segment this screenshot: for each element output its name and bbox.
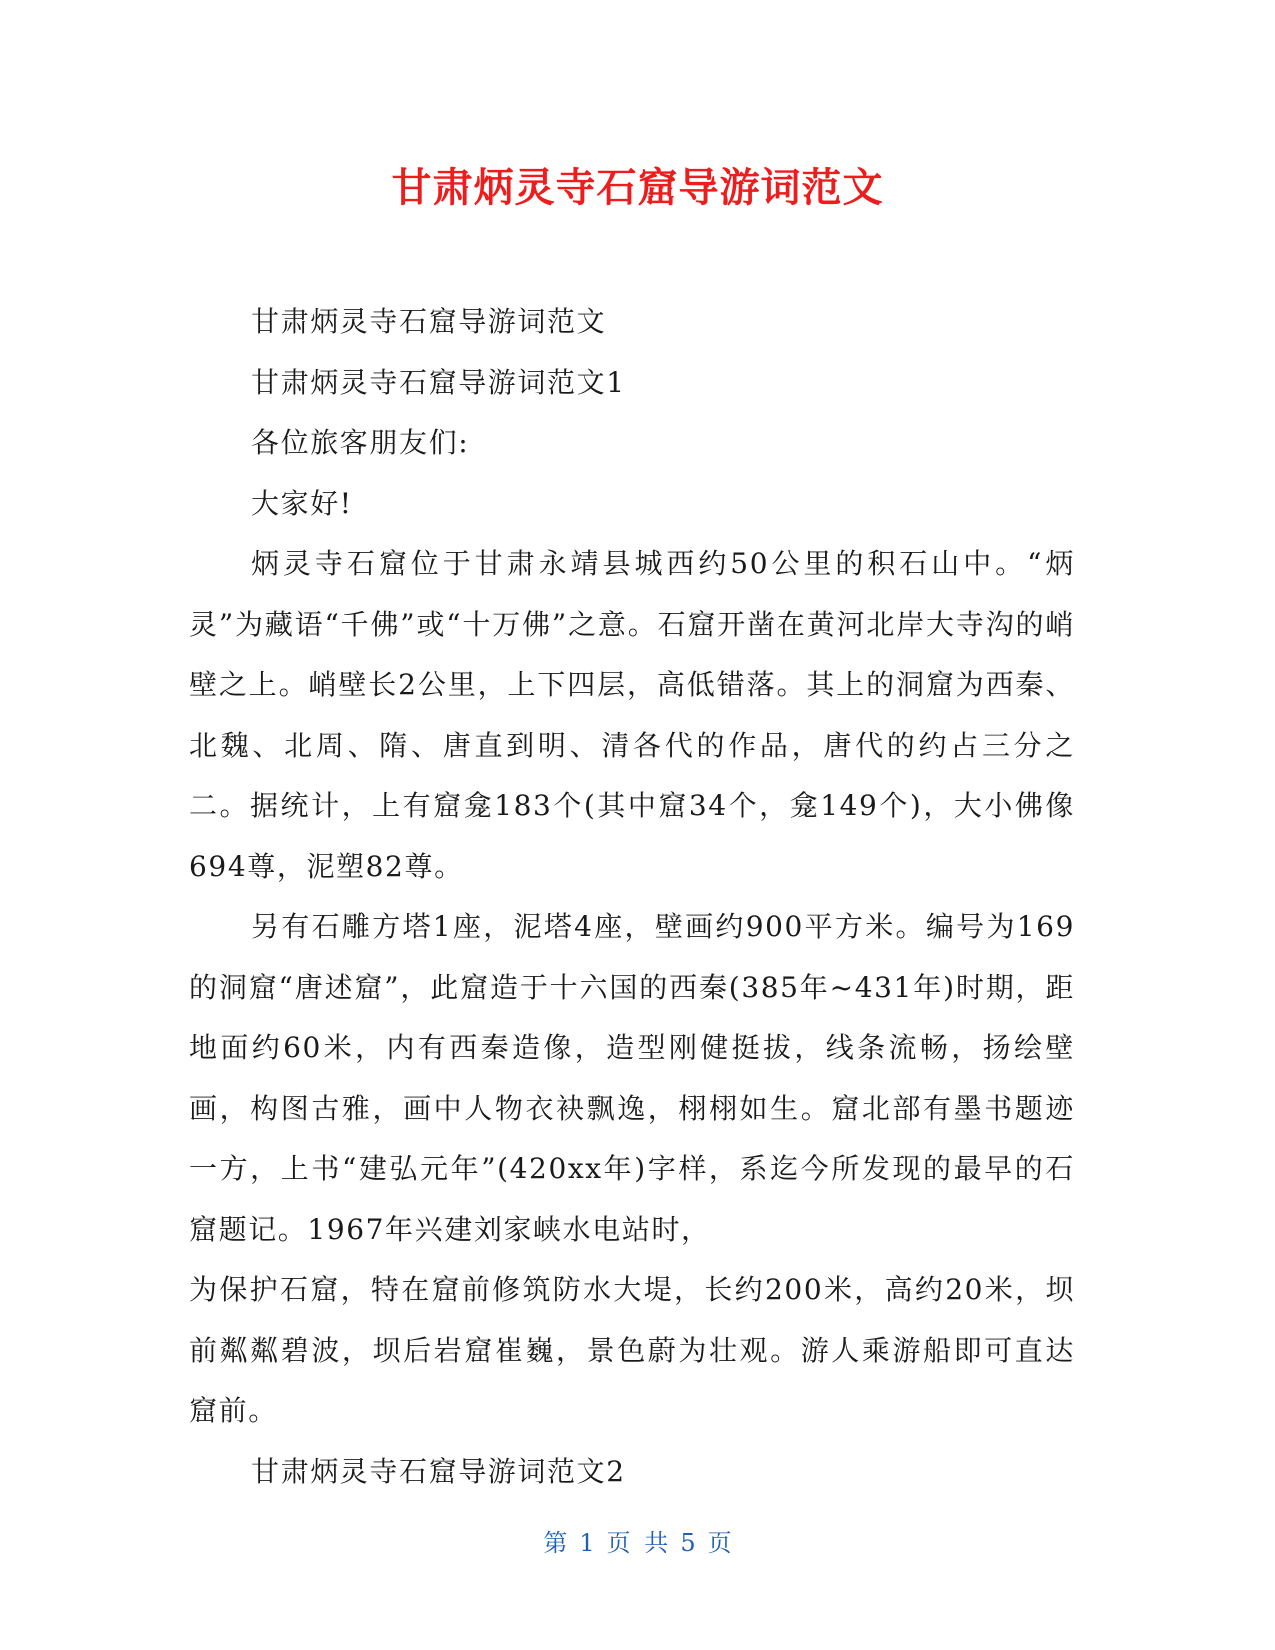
footer-total-pages: 5 — [680, 1529, 696, 1557]
footer-current-page: 1 — [579, 1529, 595, 1557]
paragraph-dam: 为保护石窟，特在窟前修筑防水大堤，长约200米，高约20米，坝前粼粼碧波，坝后岩窟崔巍，景色蔚为壮观。游人乘游船即可直达窟前。 — [189, 1273, 1075, 1427]
document-body — [189, 292, 1075, 1502]
footer-middle: 页 共 — [606, 1529, 669, 1557]
paragraph-hello: 大家好! — [251, 486, 353, 520]
paragraph-doc-heading: 甘肃炳灵寺石窟导游词范文 — [251, 305, 607, 338]
paragraph-section-1-heading: 甘肃炳灵寺石窟导游词范文1 — [251, 365, 626, 399]
paragraph-tangshu-cave: 另有石雕方塔1座，泥塔4座，壁画约900平方米。编号为169的洞窟“唐述窟”，此窟造于十六国的西秦(385年~431年)时期，距地面约60米，内有西秦造像，造型刚健挺拔，线条流畅，扬绘壁画，构图古雅，画中人物衣袂飘逸，栩栩如生。窟北部有墨书题迹一方，上书“建弘元年”(420xx年)字样，系迄今所发现的最早的石窟题记。1967年兴建刘家峡水电站时， — [189, 910, 1075, 1246]
footer-prefix: 第 — [543, 1529, 568, 1557]
page-footer — [0, 1527, 1275, 1559]
document-title: 甘肃炳灵寺石窟导游词范文 — [391, 165, 884, 211]
footer-suffix: 页 — [707, 1529, 732, 1557]
paragraph-intro: 炳灵寺石窟位于甘肃永靖县城西约50公里的积石山中。“炳灵”为藏语“千佛”或“十万佛”之意。石窟开凿在黄河北岸大寺沟的峭壁之上。峭壁长2公里，上下四层，高低错落。其上的洞窟为西秦、北魏、北周、隋、唐直到明、清各代的作品，唐代的约占三分之二。据统计，上有窟龛183个(其中窟34个，龛149个)，大小佛像694尊，泥塑82尊。 — [189, 547, 1075, 883]
paragraph-section-2-heading: 甘肃炳灵寺石窟导游词范文2 — [251, 1454, 626, 1488]
paragraph-greeting: 各位旅客朋友们: — [251, 426, 470, 459]
